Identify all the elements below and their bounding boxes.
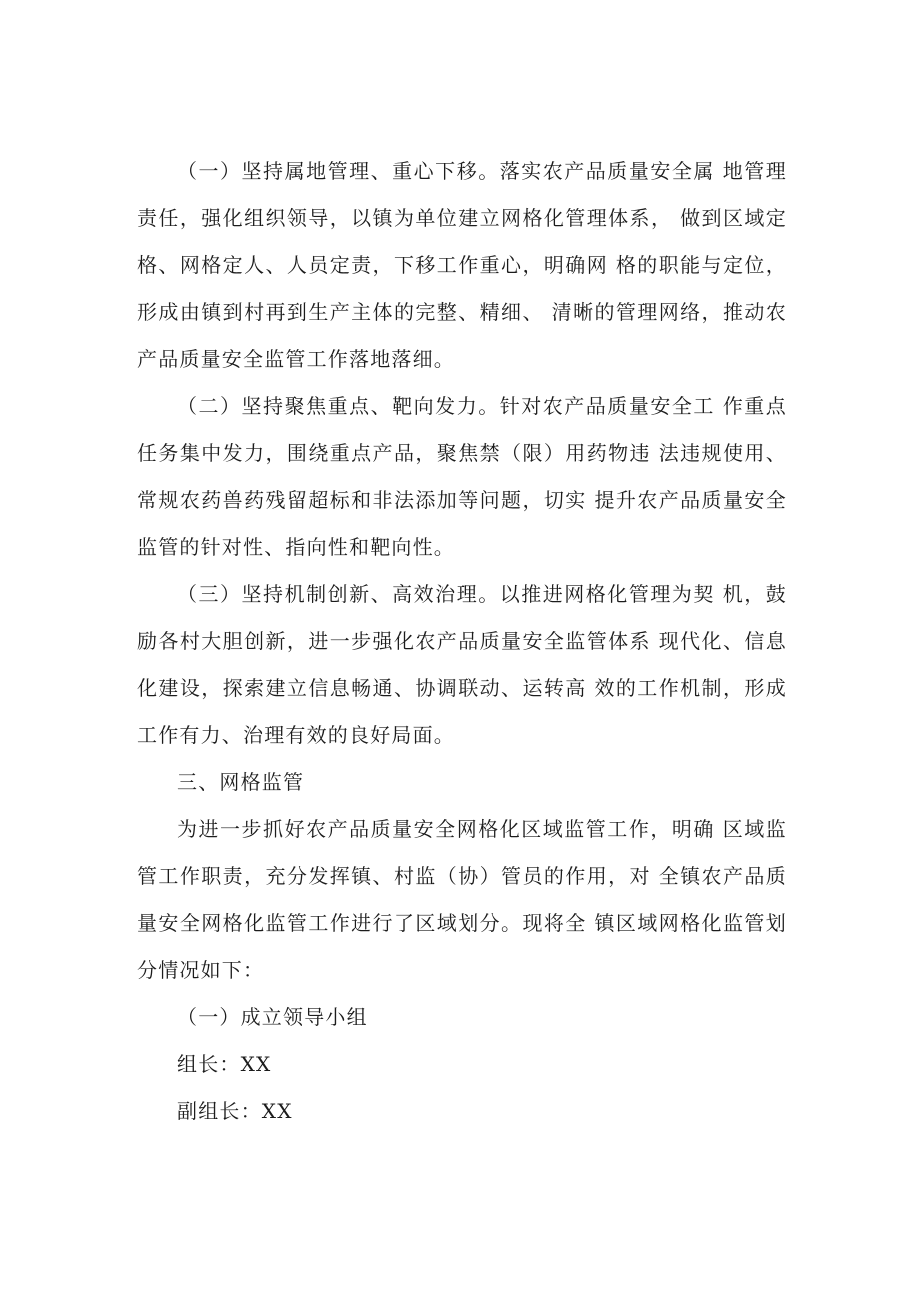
subheading-leading-group: （一）成立领导小组 <box>177 1005 368 1029</box>
leader-line: 组长：XX <box>177 1052 272 1076</box>
document-body <box>137 148 787 1135</box>
deputy-leader-line: 副组长：XX <box>177 1099 293 1123</box>
paragraph-principle-2: （二）坚持聚焦重点、靶向发力。针对农产品质量安全工 作重点任务集中发力，围绕重点产品，聚焦禁（限）用药物违 法违规使用、常规农药兽药残留超标和非法添加等问题，切实 提升农产品质量安全监管的针对性、指向性和靶向性。 <box>137 394 787 559</box>
paragraph-principle-1: （一）坚持属地管理、重心下移。落实农产品质量安全属 地管理责任，强化组织领导，以镇为单位建立网格化管理体系， 做到区域定格、网格定人、人员定责，下移工作重心，明确网 格的职能与定位，形成由镇到村再到生产主体的完整、精细、 清晰的管理网络，推动农产品质量安全监管工作落地落细。 <box>137 159 787 371</box>
section-heading: 三、网格监管 <box>177 770 305 794</box>
paragraph-principle-3: （三）坚持机制创新、高效治理。以推进网格化管理为契 机，鼓励各村大胆创新，进一步强化农产品质量安全监管体系 现代化、信息化建设，探索建立信息畅通、协调联动、运转高 效的工作机制，形成工作有力、治理有效的良好局面。 <box>137 582 787 747</box>
paragraph-grid-intro: 为进一步抓好农产品质量安全网格化区域监管工作，明确 区域监管工作职责，充分发挥镇、村监（协）管员的作用，对 全镇农产品质量安全网格化监管工作进行了区域划分。现将全 镇区域网格化监管划分情况如下： <box>137 817 787 982</box>
